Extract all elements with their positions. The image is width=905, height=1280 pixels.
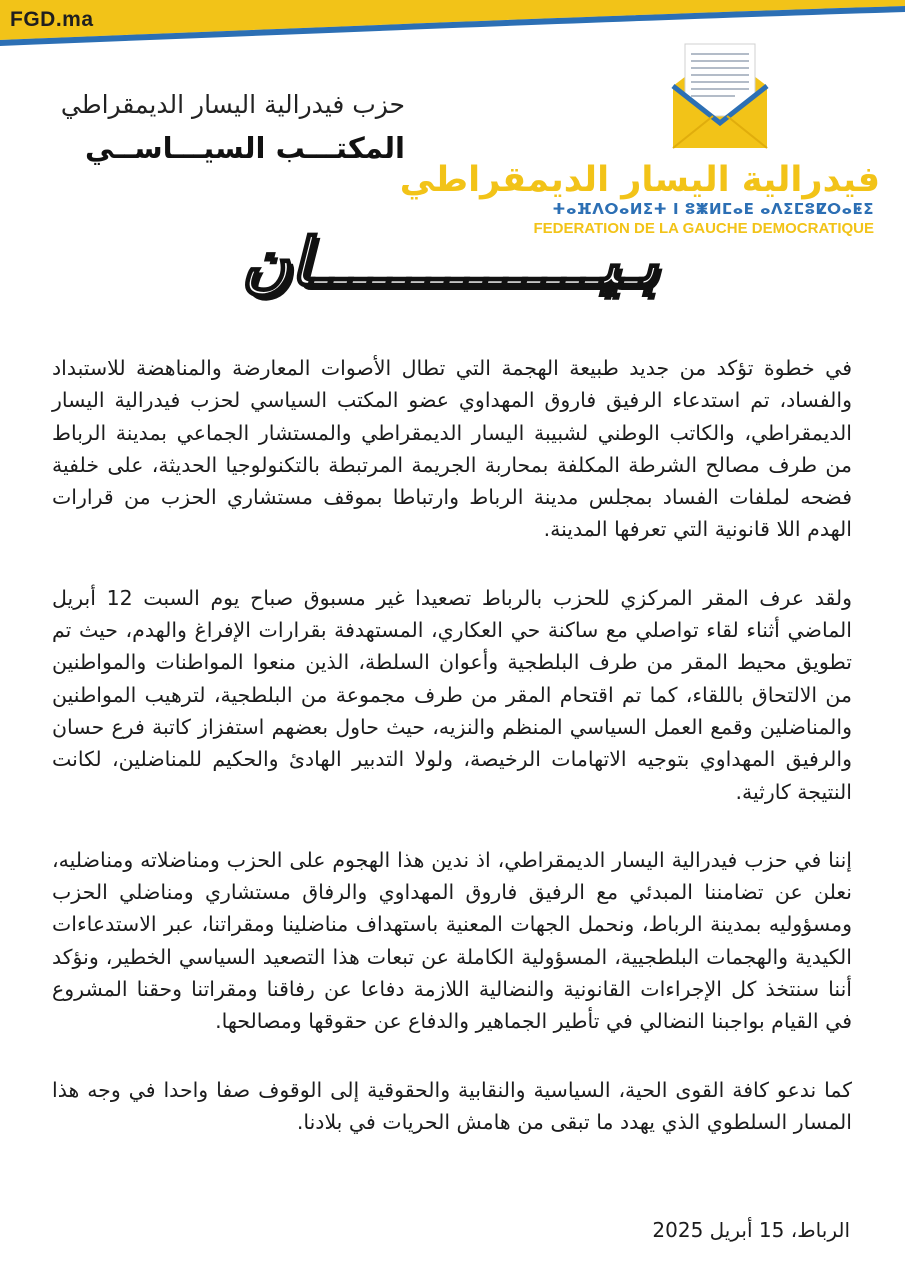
envelope-icon xyxy=(665,38,775,153)
logo-tifinagh-text: ⵜⴰⴼⴷⵔⴰⵍⵉⵜ ⵏ ⵓⵥⵍⵎⴰⴹ ⴰⴷⵉⵎⵓⵇⵔⴰⵟⵉ xyxy=(552,200,874,218)
statement-date: الرباط، 15 أبريل 2025 xyxy=(652,1218,850,1242)
paragraph: كما ندعو كافة القوى الحية، السياسية والنقابية والحقوقية إلى الوقوف صفا واحدا في وجه هذا المسار السلطوي الذي يهدد ما تبقى من هامش الحريات في بلادنا. xyxy=(52,1077,852,1134)
party-header xyxy=(61,90,405,165)
statement-title: بـيـــــــــــــــان xyxy=(241,224,659,301)
statement-body xyxy=(52,352,852,1174)
paragraph: في خطوة تؤكد من جديد طبيعة الهجمة التي تطال الأصوات المعارضة والمناهضة للاستبداد والفساد، تم استدعاء الرفيق فاروق المهداوي عضو المكتب السياسي لحزب فيدرالية اليسار الديمقراطي، والكاتب الوطني لشبيبة اليسار الديمقراطي والمستشار الجماعي بمدينة الرباط من طرف مصالح الشرطة المكلفة بمحاربة الجريمة المرتبطة بالتكنولوجيا الحديثة، على خلفية فضحه لملفات الفساد بمجلس مدينة الرباط وارتباطا بموقف مستشاري الحزب من قرارات الهدم اللا قانونية التي تعرفها المدينة. xyxy=(52,356,852,542)
party-logo xyxy=(399,38,880,248)
logo-french-text: FEDERATION DE LA GAUCHE DEMOCRATIQUE xyxy=(533,220,874,237)
site-label: FGD.ma xyxy=(10,8,94,31)
party-name: حزب فيدرالية اليسار الديمقراطي xyxy=(60,90,405,119)
paragraph: ولقد عرف المقر المركزي للحزب بالرباط تصعيدا غير مسبوق صباح يوم السبت 12 أبريل الماضي أثناء لقاء تواصلي مع ساكنة حي العكاري، المستهدفة بقرارات الإفراغ والهدم، حيث تم تطويق محيط المقر من طرف البلطجية وأعوان السلطة، الذين منعوا المواطنات والمواطنين من الالتحاق باللقاء، كما تم اقتحام المقر من طرف مجموعة من البلطجية، لترهيب المواطنين والمناضلين وقمع العمل السياسي المنظم والنزيه، حيث حاول بعضهم استفزاز كاتبة فرع حسان والرفيق المهداوي بتوجيه الاتهامات الرخيصة، ولولا التدبير الهادئ والحكيم للمناضلين، لكانت النتيجة كارثية. xyxy=(52,585,852,804)
paragraph: إننا في حزب فيدرالية اليسار الديمقراطي، اذ ندين هذا الهجوم على الحزب ومناضلاته ومناضليه، نعلن عن تضامننا المبدئي مع الرفيق فاروق المهداوي والرفاق مستشاري ومناضلي الحزب ومسؤوليه بمدينة الرباط، ونحمل الجهات المعنية باستهداف مناضلينا ومقراتنا، عبر الاستدعاءات الكيدية والهجمات البلطجيية، المسؤولية الكاملة عن تبعات هذا التصعيد السياسي الخطير، ونؤكد أننا سنتخذ كل الإجراءات القانونية والنضالية اللازمة دفاعا عن رفاقنا ومقراتنا وحقنا المشروع في القيام بواجبنا النضالي في تأطير الجماهير والدفاع عن حقوقها ومصالحها. xyxy=(52,847,852,1034)
bureau-name: المكتـــب السيـــاســي xyxy=(85,131,405,165)
logo-arabic-text: فيدرالية اليسار الديمقراطي xyxy=(399,160,880,200)
